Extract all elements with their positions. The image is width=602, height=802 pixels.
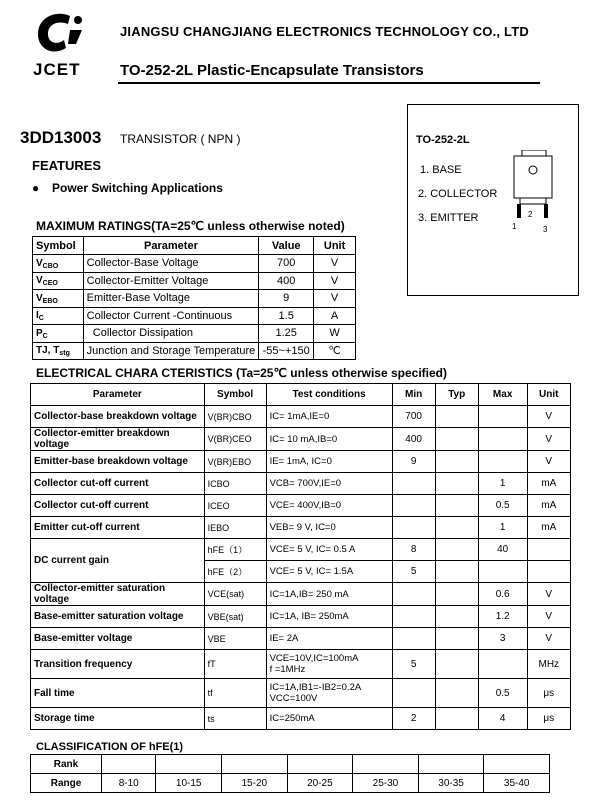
typ-cell (435, 406, 478, 428)
min-cell (392, 628, 435, 650)
condition-cell (266, 428, 392, 451)
unit-cell: V (314, 255, 356, 273)
condition-line: IC=1A,IB= 250 mA (269, 588, 349, 600)
pin-label-collector: 2. COLLECTOR (418, 188, 498, 200)
max-ratings-title: MAXIMUM RATINGS(TA=25℃ unless otherwise noted) (36, 219, 345, 233)
parameter-cell: Transition frequency (31, 650, 205, 679)
table-row (33, 255, 356, 273)
symbol-sub: C (38, 315, 44, 323)
max-cell: 0.5 (478, 679, 527, 708)
value-cell: 400 (259, 272, 314, 290)
electrical-title: ELECTRICAL CHARA CTERISTICS (Ta=25℃ unless otherwise specified) (36, 366, 447, 380)
range-cell: 10-15 (156, 774, 222, 793)
part-type: TRANSISTOR ( NPN ) (120, 132, 241, 146)
symbol-cell: VBE(sat) (204, 606, 266, 628)
value-cell: 9 (259, 290, 314, 308)
symbol-cell: hFE（2） (204, 561, 266, 583)
bullet-icon: ● (32, 181, 40, 195)
min-cell: 5 (392, 650, 435, 679)
classification-table (30, 754, 550, 793)
unit-cell: mA (527, 517, 570, 539)
condition-cell (266, 451, 392, 473)
condition-cell (266, 473, 392, 495)
rank-cell (484, 755, 550, 774)
table-row (31, 583, 571, 606)
symbol: I (36, 310, 39, 322)
min-cell (392, 473, 435, 495)
parameter-cell: Base-emitter saturation voltage (31, 606, 205, 628)
condition-line: IC= 1mA,IE=0 (269, 411, 330, 422)
table-row (31, 495, 571, 517)
max-cell: 1.2 (478, 606, 527, 628)
rank-cell (287, 755, 353, 774)
table-row (31, 473, 571, 495)
range-cell: 25-30 (353, 774, 419, 793)
symbol: V (36, 257, 43, 269)
table-row (33, 342, 356, 360)
condition-line: IE= 1mA, IC=0 (269, 456, 332, 467)
symbol-sub: C (42, 332, 48, 340)
typ-cell (435, 606, 478, 628)
condition-cell (266, 628, 392, 650)
rank-cell (353, 755, 419, 774)
part-number: 3DD13003 (20, 128, 102, 147)
min-cell: 400 (392, 428, 435, 451)
typ-cell (435, 495, 478, 517)
document-title: TO-252-2L Plastic-Encapsulate Transistors (120, 62, 424, 79)
unit-cell: μs (527, 708, 570, 730)
symbol-cell: V(BR)EBO (204, 451, 266, 473)
pin-number-3: 3 (543, 225, 548, 234)
typ-cell (435, 583, 478, 606)
table-row (31, 628, 571, 650)
symbol-cell (33, 272, 84, 290)
symbol: V (36, 275, 43, 287)
condition-cell (266, 495, 392, 517)
rank-cell (102, 755, 156, 774)
max-ratings-table (32, 236, 356, 360)
condition-line: IC=1A, IB= 250mA (269, 611, 349, 622)
table-row (33, 307, 356, 325)
col-unit: Unit (527, 384, 570, 406)
min-cell (392, 606, 435, 628)
condition-line: VCE= 400V,IB=0 (269, 500, 342, 511)
value-cell: -55~+150 (259, 342, 314, 360)
condition-line: VEB= 9 V, IC=0 (269, 522, 336, 533)
min-cell: 9 (392, 451, 435, 473)
parameter-cell: Collector cut-off current (31, 473, 205, 495)
max-cell: 1 (478, 517, 527, 539)
max-cell: 0.5 (478, 495, 527, 517)
parameter-cell: Collector-emitter breakdown voltage (31, 428, 205, 451)
condition-cell (266, 583, 392, 606)
max-cell: 0.6 (478, 583, 527, 606)
package-name: TO-252-2L (416, 134, 470, 146)
parameter-cell: Collector cut-off current (31, 495, 205, 517)
unit-cell: V (527, 628, 570, 650)
table-row (33, 290, 356, 308)
symbol-cell: V(BR)CBO (204, 406, 266, 428)
condition-cell (266, 606, 392, 628)
parameter-cell: Junction and Storage Temperature (83, 342, 259, 360)
parameter-cell: Collector-Emitter Voltage (83, 272, 259, 290)
condition-line: VCE=10V,IC=100mA (269, 653, 359, 664)
value-cell: 1.5 (259, 307, 314, 325)
table-row (31, 650, 571, 679)
parameter-cell: Emitter-base breakdown voltage (31, 451, 205, 473)
typ-cell (435, 650, 478, 679)
jcet-logo-icon (30, 10, 90, 60)
col-parameter: Parameter (83, 237, 259, 255)
rank-cell (221, 755, 287, 774)
typ-cell (435, 561, 478, 583)
symbol-cell (33, 290, 84, 308)
rank-label: Rank (31, 755, 102, 774)
unit-cell: A (314, 307, 356, 325)
max-cell: 1 (478, 473, 527, 495)
unit-cell: V (527, 428, 570, 451)
symbol-cell (33, 255, 84, 273)
parameter-cell: Base-emitter voltage (31, 628, 205, 650)
condition-cell (266, 539, 392, 561)
symbol-sub: EBO (42, 297, 58, 305)
condition-line: IC=1A,IB1=-IB2=0.2A (269, 682, 362, 693)
max-cell (478, 451, 527, 473)
unit-cell: V (527, 451, 570, 473)
value-cell: 700 (259, 255, 314, 273)
condition-line: IE= 2A (269, 633, 299, 644)
min-cell (392, 495, 435, 517)
table-row (31, 428, 571, 451)
symbol-sub: stg (59, 350, 70, 358)
symbol-sub: CBO (42, 262, 59, 270)
condition-cell (266, 650, 392, 679)
symbol-cell: IEBO (204, 517, 266, 539)
symbol-cell: VBE (204, 628, 266, 650)
condition-cell (266, 406, 392, 428)
parameter-cell: Collector-base breakdown voltage (31, 406, 205, 428)
max-cell (478, 406, 527, 428)
condition-line: VCC=100V (269, 693, 318, 704)
unit-cell: ℃ (314, 342, 356, 360)
col-parameter: Parameter (31, 384, 205, 406)
col-min: Min (392, 384, 435, 406)
range-cell: 15-20 (221, 774, 287, 793)
symbol-cell: tf (204, 679, 266, 708)
min-cell: 700 (392, 406, 435, 428)
feature-item: Power Switching Applications (52, 181, 223, 195)
symbol-cell (33, 342, 84, 360)
title-divider (118, 82, 540, 84)
parameter-cell: DC current gain (31, 539, 205, 583)
max-cell (478, 428, 527, 451)
pin-number-1: 1 (512, 222, 517, 231)
max-cell: 40 (478, 539, 527, 561)
condition-cell (266, 517, 392, 539)
table-row (31, 606, 571, 628)
symbol-cell: ICEO (204, 495, 266, 517)
col-typ: Typ (435, 384, 478, 406)
unit-cell: MHz (527, 650, 570, 679)
condition-line: f =1MHz (269, 664, 306, 675)
unit-cell: V (527, 583, 570, 606)
typ-cell (435, 539, 478, 561)
symbol-cell (33, 307, 84, 325)
col-max: Max (478, 384, 527, 406)
table-row (31, 539, 571, 561)
condition-line: VCE= 5 V, IC= 0.5 A (269, 544, 356, 555)
table-row (31, 406, 571, 428)
electrical-table (30, 383, 571, 730)
rank-cell (156, 755, 222, 774)
symbol-cell: fT (204, 650, 266, 679)
value-cell: 1.25 (259, 325, 314, 343)
range-cell: 30-35 (418, 774, 484, 793)
condition-line: IC= 10 mA,IB=0 (269, 433, 338, 445)
symbol-cell: hFE（1） (204, 539, 266, 561)
condition-line: VCE= 5 V, IC= 1.5A (269, 566, 354, 577)
symbol-cell: ts (204, 708, 266, 730)
parameter-cell: Collector-emitter saturation voltage (31, 583, 205, 606)
logo-text: JCET (33, 60, 81, 79)
typ-cell (435, 517, 478, 539)
unit-cell: W (314, 325, 356, 343)
typ-cell (435, 451, 478, 473)
unit-cell (527, 539, 570, 561)
symbol-cell: VCE(sat) (204, 583, 266, 606)
min-cell: 5 (392, 561, 435, 583)
typ-cell (435, 708, 478, 730)
range-cell: 20-25 (287, 774, 353, 793)
condition-cell (266, 679, 392, 708)
table-row (31, 679, 571, 708)
rank-cell (418, 755, 484, 774)
col-conditions: Test conditions (266, 384, 392, 406)
typ-cell (435, 679, 478, 708)
min-cell: 2 (392, 708, 435, 730)
pin-label-base: 1. BASE (420, 164, 462, 176)
parameter-cell: Storage time (31, 708, 205, 730)
typ-cell (435, 473, 478, 495)
parameter-cell: Collector-Base Voltage (83, 255, 259, 273)
col-symbol: Symbol (204, 384, 266, 406)
min-cell (392, 679, 435, 708)
condition-line: IC=250mA (269, 713, 315, 724)
range-label: Range (31, 774, 102, 793)
pin-number-2: 2 (528, 210, 533, 219)
unit-cell: V (527, 406, 570, 428)
unit-cell: V (314, 272, 356, 290)
col-value: Value (259, 237, 314, 255)
parameter-cell: Emitter cut-off current (31, 517, 205, 539)
symbol-cell: V(BR)CEO (204, 428, 266, 451)
symbol-cell: ICBO (204, 473, 266, 495)
max-cell: 4 (478, 708, 527, 730)
unit-cell: V (527, 606, 570, 628)
condition-line: VCB= 700V,IE=0 (269, 478, 342, 489)
unit-cell: μs (527, 679, 570, 708)
unit-cell: mA (527, 473, 570, 495)
company-name: JIANGSU CHANGJIANG ELECTRONICS TECHNOLOGY CO., LTD (120, 24, 529, 39)
typ-cell (435, 628, 478, 650)
col-unit: Unit (314, 237, 356, 255)
parameter-cell: Collector Current -Continuous (83, 307, 259, 325)
symbol: V (36, 292, 43, 304)
classification-title: CLASSIFICATION OF hFE(1) (36, 741, 184, 753)
unit-cell: mA (527, 495, 570, 517)
typ-cell (435, 428, 478, 451)
symbol: TJ, T (36, 345, 60, 357)
condition-cell (266, 708, 392, 730)
parameter-cell: Emitter-Base Voltage (83, 290, 259, 308)
max-cell: 3 (478, 628, 527, 650)
max-cell (478, 650, 527, 679)
features-heading: FEATURES (32, 158, 102, 173)
condition-cell (266, 561, 392, 583)
col-symbol: Symbol (33, 237, 84, 255)
unit-cell (527, 561, 570, 583)
parameter-cell: Collector Dissipation (83, 325, 259, 343)
symbol-sub: CEO (42, 280, 58, 288)
range-cell: 35-40 (484, 774, 550, 793)
table-row (31, 451, 571, 473)
unit-cell: V (314, 290, 356, 308)
min-cell (392, 517, 435, 539)
table-row (31, 517, 571, 539)
parameter-cell: Fall time (31, 679, 205, 708)
max-cell (478, 561, 527, 583)
table-row (33, 325, 356, 343)
symbol-cell (33, 325, 84, 343)
table-row (31, 708, 571, 730)
table-row (33, 272, 356, 290)
min-cell: 8 (392, 539, 435, 561)
symbol: P (36, 327, 43, 339)
range-cell: 8-10 (102, 774, 156, 793)
min-cell (392, 583, 435, 606)
pin-label-emitter: 3. EMITTER (418, 212, 479, 224)
